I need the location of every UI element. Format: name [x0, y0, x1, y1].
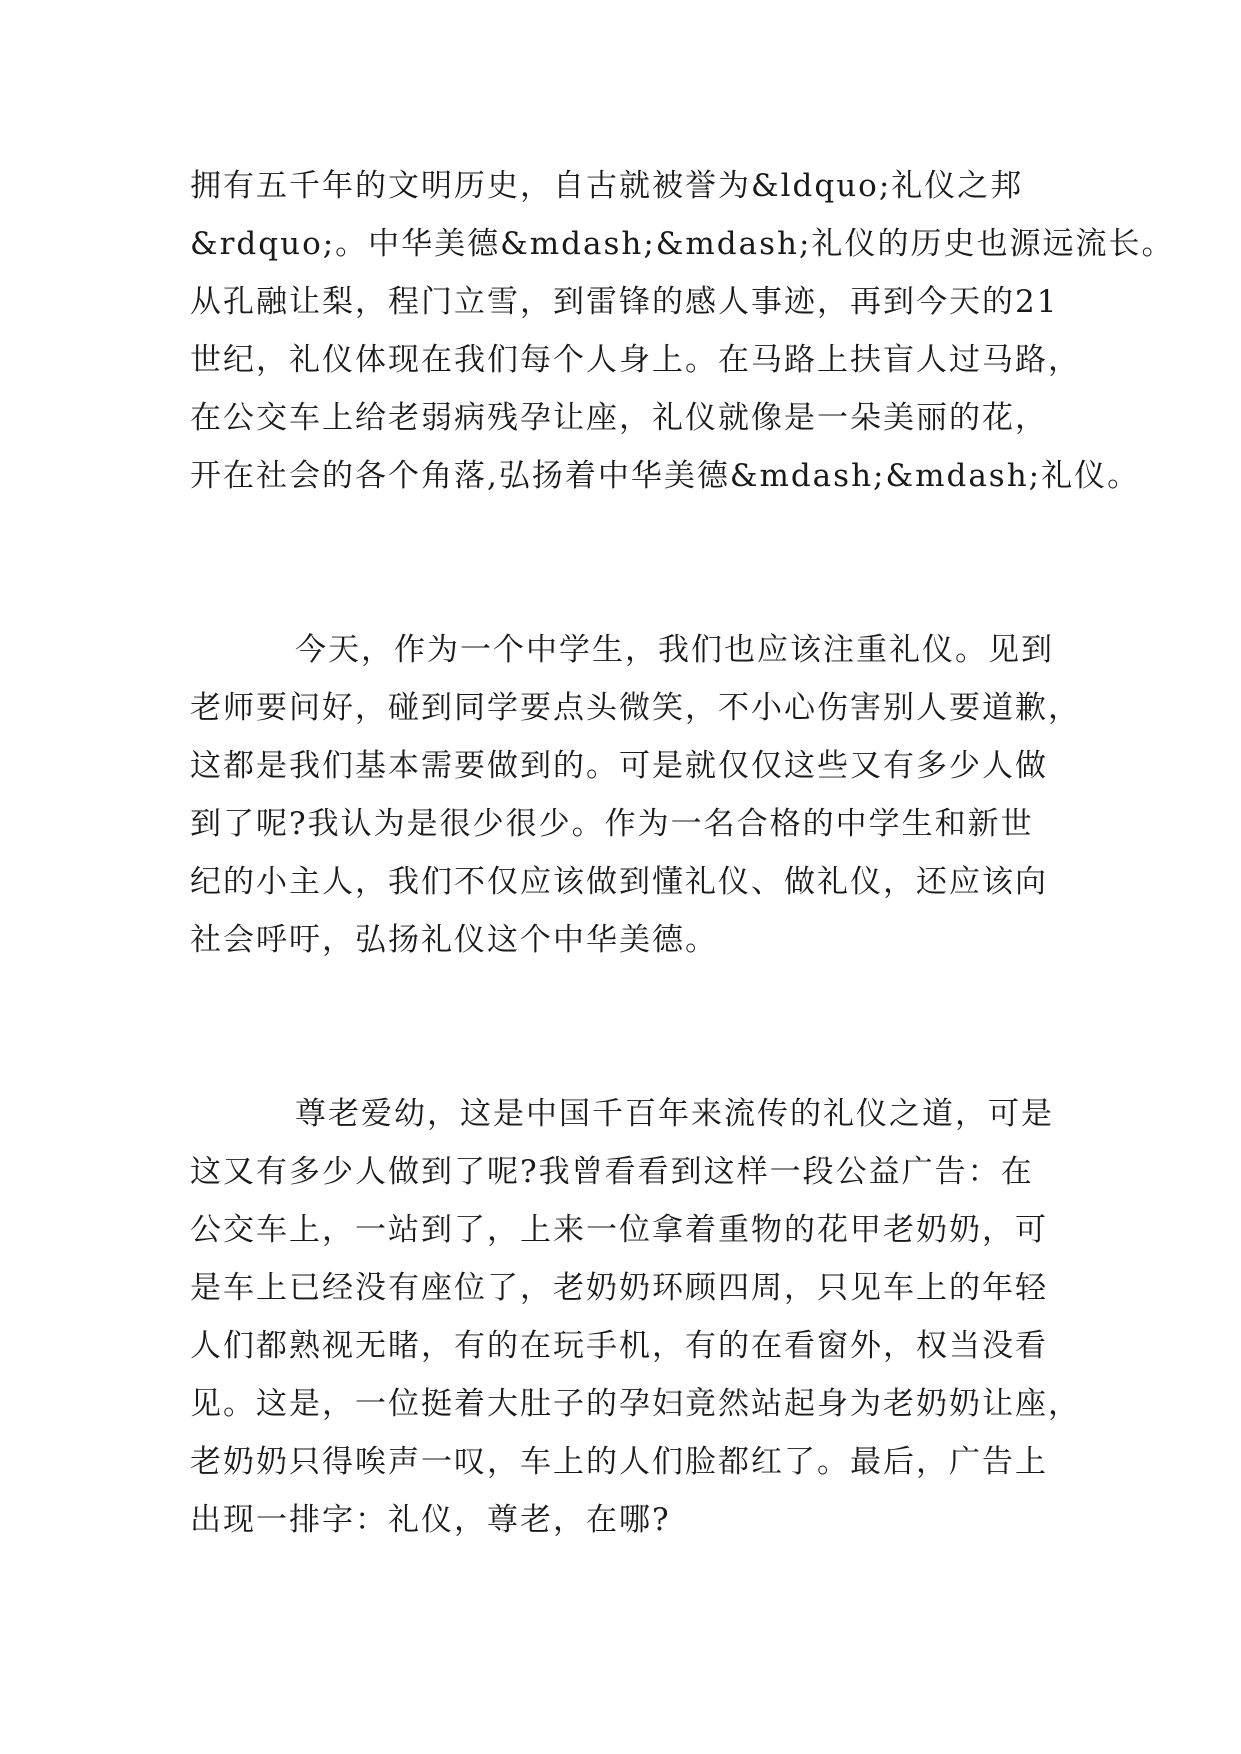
paragraph-3-line-5: 人们都熟视无睹，有的在玩手机，有的在看窗外，权当没看 — [190, 1328, 1048, 1364]
paragraph-2-line-4: 到了呢?我认为是很少很少。作为一名合格的中学生和新世 — [190, 806, 1034, 842]
paragraph-3-line-2: 这又有多少人做到了呢?我曾看看到这样一段公益广告：在 — [190, 1154, 1034, 1190]
paragraph-2-line-2: 老师要问好，碰到同学要点头微笑，不小心伤害别人要道歉， — [190, 690, 1081, 726]
paragraph-1-line-3: 从孔融让梨，程门立雪，到雷锋的感人事迹，再到今天的21 — [190, 284, 1059, 320]
paragraph-1-line-1: 拥有五千年的文明历史，自古就被誉为&ldquo;礼仪之邦 — [190, 168, 1024, 204]
paragraph-1-line-6: 开在社会的各个角落,弘扬着中华美德&mdash;&mdash;礼仪。 — [190, 458, 1141, 494]
paragraph-3-line-3: 公交车上，一站到了，上来一位拿着重物的花甲老奶奶，可 — [190, 1212, 1048, 1248]
paragraph-3-line-7: 老奶奶只得唉声一叹，车上的人们脸都红了。最后，广告上 — [190, 1444, 1048, 1480]
paragraph-2-line-1: 今天，作为一个中学生，我们也应该注重礼仪。见到 — [295, 632, 1054, 668]
paragraph-1-line-5: 在公交车上给老弱病残孕让座，礼仪就像是一朵美丽的花， — [190, 400, 1048, 436]
paragraph-3-line-4: 是车上已经没有座位了，老奶奶环顾四周，只见车上的年轻 — [190, 1270, 1048, 1306]
paragraph-2-line-5: 纪的小主人，我们不仅应该做到懂礼仪、做礼仪，还应该向 — [190, 864, 1048, 900]
paragraph-3-line-6: 见。这是，一位挺着大肚子的孕妇竟然站起身为老奶奶让座， — [190, 1386, 1081, 1422]
paragraph-2-line-6: 社会呼吁，弘扬礼仪这个中华美德。 — [190, 922, 718, 958]
paragraph-2-line-3: 这都是我们基本需要做到的。可是就仅仅这些又有多少人做 — [190, 748, 1048, 784]
paragraph-3-line-1: 尊老爱幼，这是中国千百年来流传的礼仪之道，可是 — [295, 1096, 1054, 1132]
paragraph-1-line-2: &rdquo;。中华美德&mdash;&mdash;礼仪的历史也源远流长。 — [190, 226, 1175, 262]
paragraph-1-line-4: 世纪，礼仪体现在我们每个人身上。在马路上扶盲人过马路， — [190, 342, 1081, 378]
paragraph-3-line-8: 出现一排字：礼仪，尊老，在哪? — [190, 1502, 671, 1538]
